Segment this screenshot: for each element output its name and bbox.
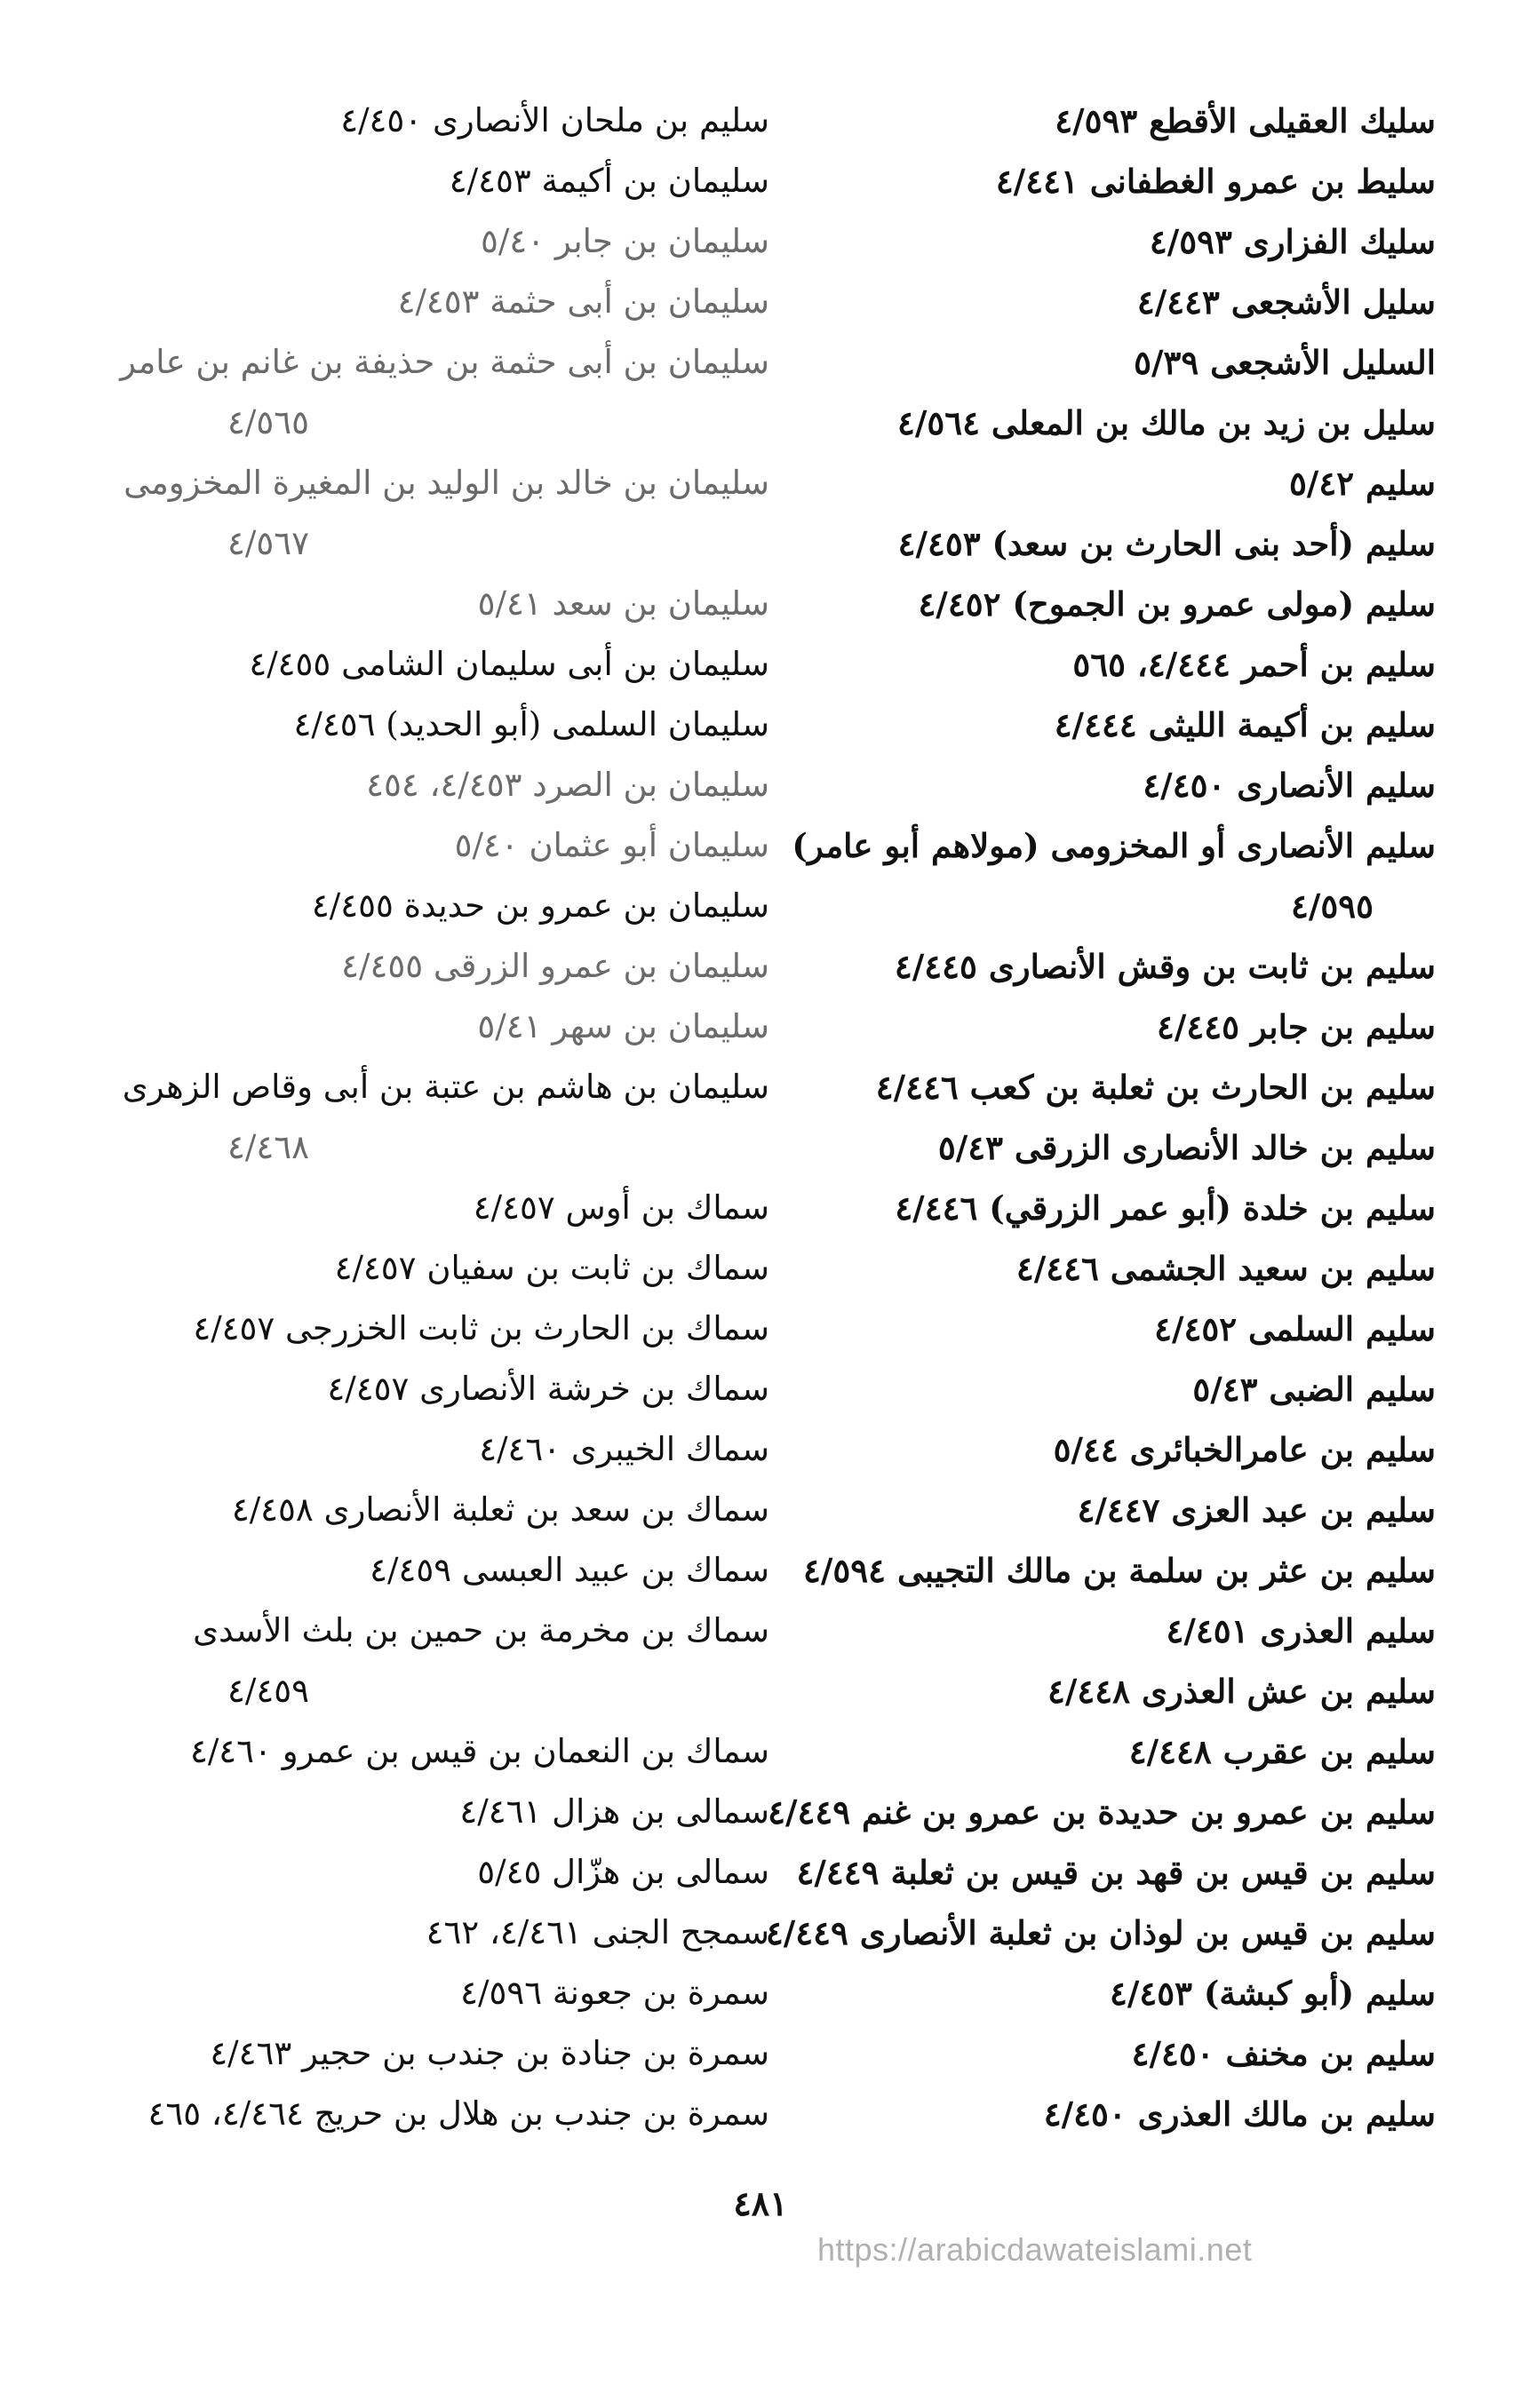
index-entry: سليم بن الحارث بن ثعلبة بن كعب ٤/٤٤٦ [875,1068,1436,1107]
index-entry: سليم بن عمرو بن حديدة بن عمرو بن غنم ٤/٤٤٩ [768,1792,1436,1832]
index-entry: سماك بن أوس ٤/٤٥٧ [473,1188,769,1227]
index-entry: سليمان بن هاشم بن عتبة بن أبى وقاص الزهرى [122,1068,769,1106]
index-entry: سليم العذرى ٤/٤٥١ [1166,1611,1436,1650]
index-entry: سمرة بن جعونة ٤/٥٩٦ [460,1974,769,2012]
index-entry: ٤/٥٦٧ [227,524,309,562]
index-entry: سليل بن زيد بن مالك بن المعلى ٤/٥٦٤ [896,403,1436,442]
index-entry: سماك بن خرشة الأنصارى ٤/٤٥٧ [327,1370,769,1408]
index-entry: سليم بن عامرالخبائرى ٥/٤٤ [1053,1430,1436,1469]
index-entry: سليم بن جابر ٤/٤٤٥ [1156,1007,1436,1046]
index-entry: سليم (أحد بنى الحارث بن سعد) ٤/٤٥٣ [897,524,1436,563]
index-entry: سليمان بن سعد ٥/٤١ [477,584,769,623]
index-entry: سمجح الجنى ٤/٤٦١، ٤٦٢ [426,1913,769,1951]
index-column-right [765,91,1436,2144]
index-entry: سماك بن الحارث بن ثابت الخزرجى ٤/٤٥٧ [193,1309,769,1347]
index-entry: سليم الضبى ٥/٤٣ [1192,1370,1436,1409]
index-entry: سليمان بن عمرو الزرقى ٤/٤٥٥ [341,947,769,985]
index-entry: سليم بن ملحان الأنصارى ٤/٤٥٠ [340,101,769,139]
index-entry: سليمان بن جابر ٥/٤٠ [481,222,769,260]
index-entry: سمالى بن هزّال ٥/٤٥ [477,1853,769,1891]
index-entry: سماك بن عبيد العبسى ٤/٤٥٩ [370,1551,769,1589]
index-entry: سليمان السلمى (أبو الحديد) ٤/٤٥٦ [293,705,769,743]
page-number: ٤٨١ [733,2183,788,2223]
index-entry: سماك الخيبرى ٤/٤٦٠ [479,1430,769,1468]
index-entry: ٤/٥٩٥ [1290,886,1374,926]
index-entry: سليم بن أحمر ٤/٤٤٤، ٥٦٥ [1072,645,1436,684]
index-entry: ٤/٥٦٥ [227,403,309,441]
index-entry: سليم الأنصارى ٤/٤٥٠ [1143,766,1436,805]
index-entry: سمرة بن جنادة بن جندب بن حجير ٤/٤٦٣ [210,2034,769,2072]
index-column-left [120,91,769,2144]
index-entry: سليم بن عقرب ٤/٤٤٨ [1128,1732,1436,1771]
index-entry: سليم بن مالك العذرى ٤/٤٥٠ [1043,2094,1436,2134]
index-entry: سليم الأنصارى أو المخزومى (مولاهم أبو عامر) [792,826,1436,865]
index-entry: ٤/٤٥٩ [227,1672,309,1710]
index-entry: سليمان أبو عثمان ٥/٤٠ [454,826,769,864]
index-entry: سليل الأشجعى ٤/٤٤٣ [1136,282,1436,322]
index-entry: سمرة بن جندب بن هلال بن حريج ٤/٤٦٤، ٤٦٥ [147,2094,769,2133]
index-entry: السليل الأشجعى ٥/٣٩ [1134,343,1436,382]
index-entry: سليم ٥/٤٢ [1288,464,1436,503]
index-entry: سليم بن أكيمة الليثى ٤/٤٤٤ [1054,705,1436,744]
index-entry: سليمان بن أبى حثمة بن حذيفة بن غانم بن عامر [120,343,769,381]
index-entry: سليم (مولى عمرو بن الجموح) ٤/٤٥٢ [918,584,1436,624]
index-entry: سليم بن خلدة (أبو عمر الزرقي) ٤/٤٤٦ [895,1188,1436,1228]
index-entry: سليم بن سعيد الجشمى ٤/٤٤٦ [1015,1249,1436,1288]
index-entry: سماك بن ثابت بن سفيان ٤/٤٥٧ [334,1249,769,1287]
index-entry: سليط بن عمرو الغطفانى ٤/٤٤١ [995,162,1436,201]
index-entry: سماك بن سعد بن ثعلبة الأنصارى ٤/٤٥٨ [231,1490,769,1529]
index-entry: سليم بن خالد الأنصارى الزرقى ٥/٤٣ [937,1128,1436,1167]
index-entry: سليم بن قيس بن لوذان بن ثعلبة الأنصارى ٤/٤٤٩ [765,1913,1436,1952]
index-entry: سمالى بن هزال ٤/٤٦١ [459,1792,769,1831]
index-entry: سليم بن عبد العزى ٤/٤٤٧ [1077,1490,1436,1530]
watermark-url: https://arabicdawateislami.net [817,2231,1253,2268]
index-entry: سليم (أبو كبشة) ٤/٤٥٣ [1109,1974,1436,2013]
index-entry: سليك الفزارى ٤/٥٩٣ [1149,222,1436,261]
index-entry: سليمان بن خالد بن الوليد بن المغيرة المخزومى [123,464,769,502]
index-entry: سماك بن مخرمة بن حمين بن بلث الأسدى [193,1611,769,1649]
index-entry: سليمان بن أبى سليمان الشامى ٤/٤٥٥ [249,645,769,683]
index-entry: سليمان بن أكيمة ٤/٤٥٣ [449,162,769,200]
index-entry: سليمان بن أبى حثمة ٤/٤٥٣ [397,282,769,321]
index-entry: سليم بن مخنف ٤/٤٥٠ [1131,2034,1436,2073]
index-entry: سليم بن عثر بن سلمة بن مالك التجيبى ٤/٥٩٤ [803,1551,1436,1590]
index-entry: ٤/٤٦٨ [227,1128,309,1166]
index-entry: سماك بن النعمان بن قيس بن عمرو ٤/٤٦٠ [189,1732,769,1770]
index-entry: سليم بن قيس بن قهد بن قيس بن ثعلبة ٤/٤٤٩ [796,1853,1436,1892]
index-entry: سليم السلمى ٤/٤٥٢ [1154,1309,1436,1348]
index-entry: سليك العقيلى الأقطع ٤/٥٩٣ [1055,101,1436,140]
index-entry: سليم بن عش العذرى ٤/٤٤٨ [1047,1672,1436,1711]
index-entry: سليمان بن عمرو بن حديدة ٤/٤٥٥ [311,886,769,925]
index-entry: سليمان بن سهر ٥/٤١ [477,1007,769,1045]
index-entry: سليمان بن الصرد ٤/٤٥٣، ٤٥٤ [366,766,769,804]
index-entry: سليم بن ثابت بن وقش الأنصارى ٤/٤٤٥ [894,947,1436,986]
